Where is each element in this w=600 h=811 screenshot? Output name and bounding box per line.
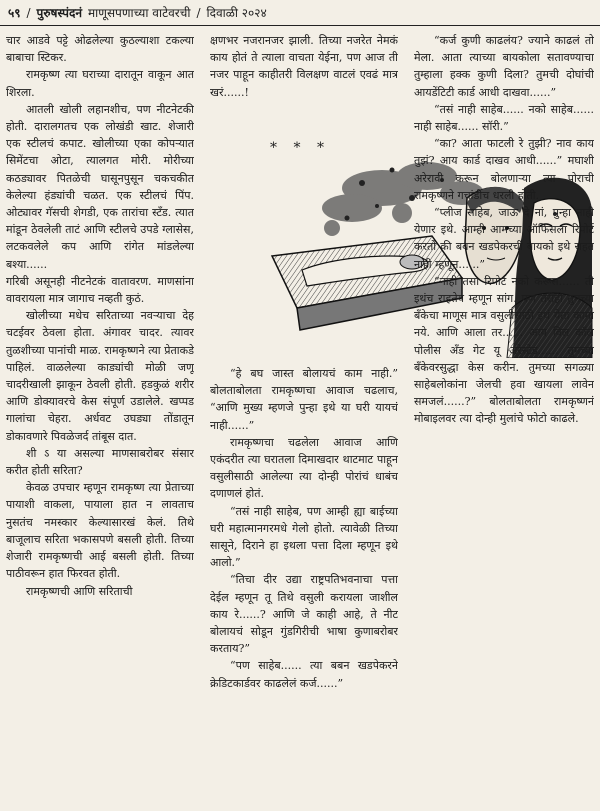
- paragraph: “तसं नाही साहेब...... नको साहेब...... नाही साहेब...... सॉरी.”: [414, 102, 594, 134]
- page-number: ५९: [8, 5, 21, 20]
- paragraph: “हे बघ जास्त बोलायचं काम नाही.” बोलताबोलता रामकृष्णचा आवाज चढलाच, “आणि मुख्य म्हणजे पुन्हा इथे या घरी यायचं नाही......”: [210, 367, 398, 432]
- paragraph: आतली खोली लहानशीच, पण नीटनेटकी होती. दारालगतच एक लोखंडी खाट. शेजारी एक स्टीलचं कपाट. खोलीच्या एका कोपऱ्यात सिमेंटचा ओटा, त्यालगत मोरी. मोरीच्या कठड्यावर पितळेची घासूनपुसून चकचकीत केलेल्या हंड्यांची चळत. एक स्टीलचं पिंप. ओट्यावर गॅसची शेगडी, एक तारांचा स्टँड. त्यात मांडून ठेवलेली ताटं आणि स्टीलचे उपडे ग्लासेस, लटकवलेले कप आणि रांगेत मांडलेल्या बश्या......: [6, 102, 194, 271]
- column-left: [6, 32, 194, 808]
- paragraph: “तिचा दीर उद्या राष्ट्रपतिभवनाचा पत्ता देईल म्हणून तू तिथे वसुली करायला जाशील काय रे......? आणि जे काही आहे, ते नीट बोलायचं सोडून गुंडगिरीची भाषा कुणाबरोबर करताय?”: [210, 573, 398, 656]
- paragraph: “पण साहेब...... त्या बबन खडपेकरने क्रेडिटकार्डवर काढलेलं कर्ज......”: [210, 659, 398, 690]
- paragraph: रामकृष्णचा चढलेला आवाज आणि एकंदरीत त्या घरातला दिमाखदार थाटमाट पाहून वसुलीसाठी आलेल्या त्या दोन्ही पोरांचं धाबंच दणाणलं होतं.: [210, 435, 398, 501]
- issue-name: दिवाळी २०२४: [206, 5, 267, 20]
- magazine-name: पुरुषस्पंदनं: [36, 5, 82, 20]
- header-separator: /: [26, 5, 31, 20]
- page-header: [0, 0, 600, 26]
- paragraph: केवळ उपचार म्हणून रामकृष्ण त्या प्रेताच्या पायाशी वाकला, पायाला हात न लावताच नुसतंच नमस्कार केल्यासारखं केलं. तिथे बाजूलाच सरिता भकासपणे बसली होती. तिच्या शेजारी रामकृष्णची आई बसली होती. तिच्या पाठीवरून हात फिरवत होती.: [6, 481, 194, 581]
- header-separator: /: [196, 5, 201, 20]
- section-break: * * *: [270, 140, 330, 156]
- paragraph: रामकृष्णची आणि सरिताची: [26, 584, 133, 598]
- paragraph: “का? आता फाटली रे तुझी? नाव काय तुझं? आय कार्ड दाखव आधी......” मघाशी अरेरावी करून बोलणाऱ्या त्या पोराची रामकृष्णने गचांडीच धरली होती.: [414, 137, 594, 202]
- paragraph: क्षणभर नजरानजर झाली. तिच्या नजरेत नेमकं काय होतं ते त्याला वाचता येईना, पण आज ती नजर पाहून काहीतरी विलक्षण वाटलं एवढं मात्र खरं......!: [210, 34, 398, 99]
- paragraph: “प्लीज साहेब, जाऊ दे नां, पुन्हा नाही येणार इथे. आम्ही आमच्या ऑफिसला रिपोर्ट करतो की बबन खडपेकरची बायको इथे राहत नाही म्हणून......”: [414, 206, 594, 271]
- paragraph: चार आडवे पट्टे ओढलेल्या कुठल्याशा टकल्या बाबाचा स्टिकर.: [6, 34, 194, 65]
- paragraph: “नाही तसा रिपोर्ट नको करूस...... ती इथंच राहतेय म्हणून सांग. पण तरीही तुमच्या बँकेचा माणूस मात्र वसुलीसाठी इथं येता कामा नये. आणि आला तर...... आय विल कॉल पोलीस अँड गेट यू अरेस्टेड...... तुमच्या बँकेवरसुद्धा केस करीन. तुमच्या सगळ्या साहेबलोकांना जेलची हवा खायला लावेन समजलं......?” बोलताबोलता रामकृष्णनं मोबाइलवर त्या दोन्ही मुलांचे फोटो काढले.: [414, 274, 594, 426]
- paragraph: शी ऽ या असल्या माणसाबरोबर संसार करीत होती सरिता?: [6, 446, 194, 478]
- story-title: माणूसपणाच्या वाटेवरची: [87, 5, 191, 20]
- paragraph: गरिबी असूनही नीटनेटकं वातावरण. माणसांना वावरायला मात्र जागाच नव्हती कुठं.: [6, 274, 194, 306]
- paragraph: “कर्ज कुणी काढलंय? ज्याने काढलं तो मेला. आता त्याच्या बायकोला सतावण्याचा तुम्हाला हक्क कुणी दिला? तुमची दोघांची आयडेंटिटी कार्ड आधी दाखवा......”: [414, 34, 594, 99]
- paragraph: रामकृष्ण त्या घराच्या दारातून वाकून आत शिरला.: [6, 68, 194, 99]
- paragraph: “तसं नाही साहेब, पण आम्ही ह्या बाईच्या घरी महात्मानगरमधे गेलो होतो. त्यावेळी तिच्या सासूने, दिराने हा इथला पत्ता दिला म्हणून इथे आलो.”: [210, 504, 398, 570]
- paragraph: खोलीच्या मधेच सरिताच्या नवऱ्याचा देह चटईवर ठेवला होता. अंगावर चादर. त्यावर तुळशीच्या पानांची माळ. रामकृष्णने त्या प्रेताकडे पाहिलं. वाळलेल्या काड्यांची मोळी जणू चादरीखाली झाकून ठेवली होती. हडकुळं शरीर आणि डोक्यावरचे केस संपूर्ण उडालेले. खप्पड गालांचा चेहरा. अर्धवट उघड्या तोंडातून डोकावणारे पिवळेजर्द तांबूस दात.: [6, 309, 194, 443]
- column-middle-bottom: [210, 365, 398, 808]
- column-right: [414, 32, 594, 808]
- column-middle-top: [210, 32, 398, 140]
